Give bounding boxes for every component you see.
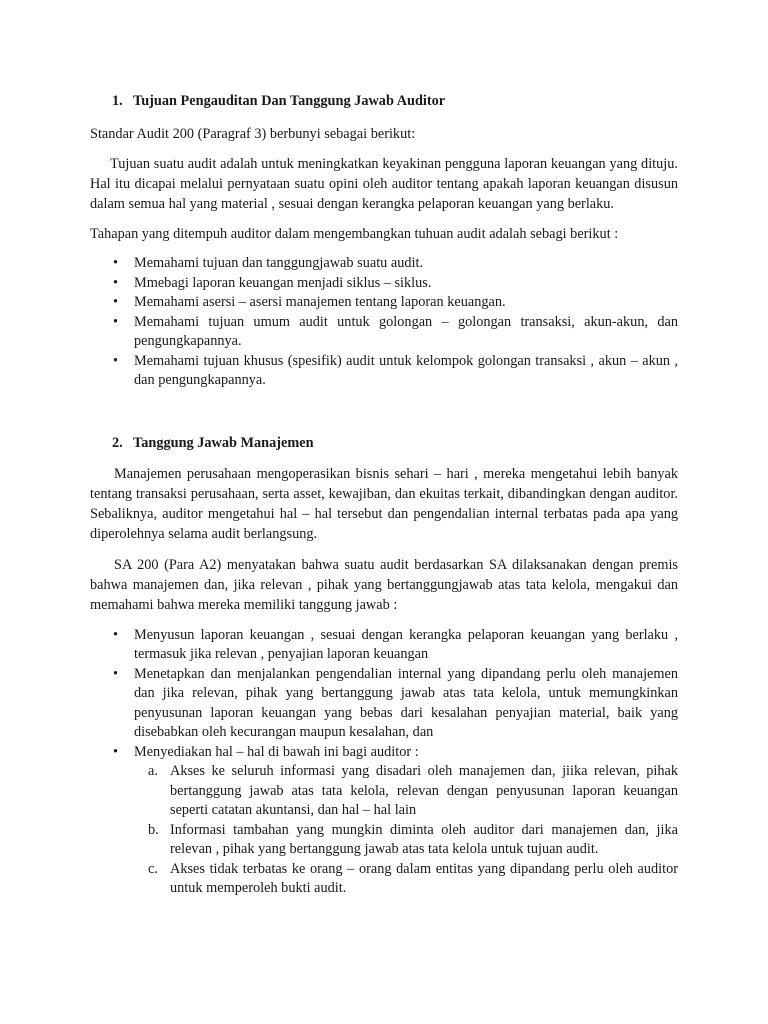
sub-item-marker: c. — [148, 860, 158, 877]
list-item: • Memahami asersi – asersi manajemen tentang laporan keuangan. — [90, 293, 678, 313]
section-1-steps-list — [90, 254, 678, 391]
sub-item-marker: b. — [148, 821, 159, 838]
section-1-heading — [90, 92, 678, 111]
document-page — [90, 92, 678, 899]
list-item: • Menetapkan dan menjalankan pengendalian internal yang dipandang perlu oleh manajemen dan jika relevan, pihak yang bertanggung jawab atas tata kelola, untuk memungkinkan penyusunan laporan keuangan yang bebas dari kesalahan penyajian material, baik yang disebabkan oleh kecurangan maupun kesalahan, dan — [113, 665, 678, 740]
bullet-icon: • — [113, 294, 119, 310]
section-1-intro: Standar Audit 200 (Paragraf 3) berbunyi sebagai berikut: — [90, 126, 416, 142]
sub-list-item: b. Informasi tambahan yang mungkin diminta oleh auditor dari manajemen dan, jika relevan , pihak yang bertanggung jawab atas tata kelola untuk tujuan audit. — [148, 821, 678, 857]
section-2-title: Tanggung Jawab Manajemen — [133, 434, 314, 451]
bullet-icon: • — [113, 626, 119, 643]
section-2-heading — [90, 434, 678, 453]
bullet-icon: • — [113, 255, 119, 271]
sub-item-marker: a. — [148, 763, 158, 779]
bullet-icon: • — [113, 352, 119, 369]
list-item: • Memahami tujuan khusus (spesifik) audit untuk kelompok golongan transaksi , akun – akun , dan pengungkapannya. — [113, 352, 678, 388]
section-2-paragraph-1: Manajemen perusahaan mengoperasikan bisnis sehari – hari , mereka mengetahui lebih banyak tentang transaksi perusahaan, serta asset, kewajiban, dan ekuitas terkait, dibandingkan dengan auditor. Sebaliknya, auditor mengetahui hal – hal tersebut dan pengendalian internal terbatas pada apa yang diperolehnya selama audit berlangsung. — [90, 465, 678, 542]
sub-list-item: a. Akses ke seluruh informasi yang disadari oleh manajemen dan, jiika relevan, pihak bertanggung jawab atas tata kelola, relevan dengan penyusunan laporan keuangan seperti catatan akuntansi, dan hal – hal lain — [148, 763, 678, 818]
section-1-steps-intro: Tahapan yang ditempuh auditor dalam mengembangkan tuhuan audit adalah sebagi berikut : — [90, 226, 619, 242]
list-item: • Menyusun laporan keuangan , sesuai dengan kerangka pelaporan keuangan yang berlaku , termasuk jika relevan , penyajian laporan keuangan — [113, 626, 678, 662]
list-item: • Memahami tujuan umum audit untuk golongan – golongan transaksi, akun-akun, dan pengungkapannya. — [113, 313, 678, 349]
responsibilities-list — [90, 626, 678, 899]
sub-list-item: c. Akses tidak terbatas ke orang – orang dalam entitas yang dipandang perlu oleh auditor untuk memperoleh bukti audit. — [148, 860, 678, 896]
bullet-icon: • — [113, 313, 119, 330]
list-item: • Menyediakan hal – hal di bawah ini bagi auditor : a. Akses ke seluruh informasi yang disadari oleh manajemen dan, jiika relevan, pihak bertanggung jawab atas tata kelola, relevan dengan penyusunan laporan keuangan seperti catatan akuntansi, dan hal – hal lain b. Informasi tambahan yang mungkin diminta oleh auditor dari manajemen dan, jika relevan , pihak yang bertanggung jawab atas tata kelola untuk tujuan audit. c. Akses tidak terbatas ke orang – orang dalam entitas yang dipandang perlu oleh auditor untuk memperoleh bukti audit. — [90, 743, 678, 899]
list-item: • Memahami tujuan dan tanggungjawab suatu audit. — [90, 254, 678, 274]
section-2-paragraph-2: SA 200 (Para A2) menyatakan bahwa suatu audit berdasarkan SA dilaksanakan dengan premis bahwa manajemen dan, jika relevan , pihak yang bertanggungjawab atas tata kelola, mengakui dan memahami bahwa mereka memiliki tanggung jawab : — [90, 556, 678, 613]
section-1-quote: Tujuan suatu audit adalah untuk meningkatkan keyakinan pengguna laporan keuangan yang dituju. Hal itu dicapai melalui pernyataan suatu opini oleh auditor tentang apakah laporan keuangan disusun dalam semua hal yang material , sesuai dengan kerangka pelaporan keuangan yang berlaku. — [90, 156, 678, 212]
bullet-icon: • — [113, 665, 119, 682]
section-1-title: Tujuan Pengauditan Dan Tanggung Jawab Auditor — [133, 93, 446, 109]
bullet-icon: • — [113, 274, 119, 291]
bullet-icon: • — [113, 743, 119, 760]
section-2-number: 2. — [112, 434, 123, 451]
sub-items-list — [134, 762, 678, 899]
list-item: • Mmebagi laporan keuangan menjadi siklus – siklus. — [90, 274, 678, 294]
section-1-number: 1. — [112, 93, 123, 109]
